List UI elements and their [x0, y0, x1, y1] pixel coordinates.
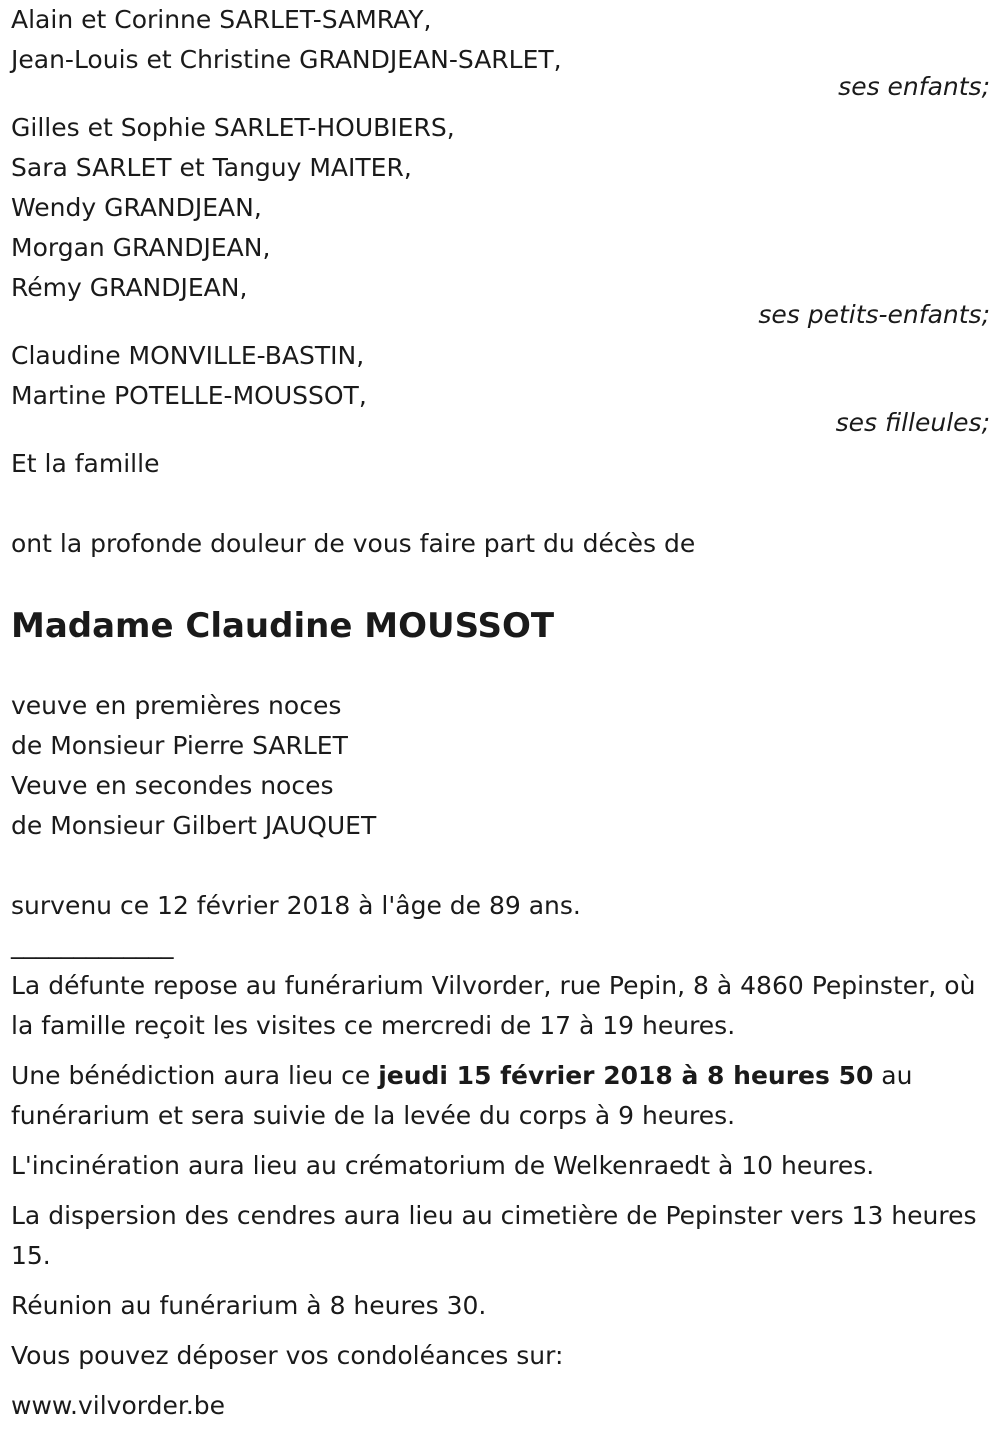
goddaughter-name: Claudine MONVILLE-BASTIN, [11, 341, 365, 370]
children-group [11, 0, 990, 101]
blessing-post: au funérarium et sera suivie de la levée du corps à 9 heures. [11, 1061, 913, 1130]
grandchild-name: Sara SARLET et Tanguy MAITER, [11, 153, 412, 182]
marital-line: de Monsieur Pierre SARLET [11, 731, 348, 760]
blessing-paragraph [11, 1056, 990, 1136]
grandchildren-role: ses petits-enfants; [758, 300, 990, 329]
grandchild-name: Gilles et Sophie SARLET-HOUBIERS, [11, 113, 455, 142]
family-line: Et la famille [11, 449, 160, 478]
condolences-paragraph: Vous pouvez déposer vos condoléances sur: [11, 1341, 564, 1370]
goddaughters-role: ses filleules; [835, 408, 990, 437]
marital-line: de Monsieur Gilbert JAUQUET [11, 811, 377, 840]
goddaughter-name: Martine POTELLE-MOUSSOT, [11, 381, 367, 410]
marital-line: Veuve en secondes noces [11, 771, 334, 800]
child-name: Alain et Corinne SARLET-SAMRAY, [11, 5, 432, 34]
meeting-paragraph: Réunion au funérarium à 8 heures 30. [11, 1291, 487, 1320]
marital-status [11, 686, 990, 846]
blessing-pre: Une bénédiction aura lieu ce [11, 1061, 379, 1090]
cremation-paragraph: L'incinération aura lieu au crématorium de Welkenraedt à 10 heures. [11, 1151, 875, 1180]
goddaughters-group [11, 336, 990, 437]
deceased-name: Madame Claudine MOUSSOT [11, 606, 555, 646]
website-link[interactable]: www.vilvorder.be [11, 1391, 226, 1420]
death-date-line: survenu ce 12 février 2018 à l'âge de 89 ans. [11, 891, 581, 920]
grandchildren-group [11, 108, 990, 329]
grandchild-name: Wendy GRANDJEAN, [11, 193, 262, 222]
marital-line: veuve en premières noces [11, 691, 342, 720]
separator-line: _____________ [11, 930, 174, 959]
grandchild-name: Rémy GRANDJEAN, [11, 273, 248, 302]
child-name: Jean-Louis et Christine GRANDJEAN-SARLET, [11, 45, 562, 74]
children-role: ses enfants; [838, 72, 990, 101]
dispersion-paragraph: La dispersion des cendres aura lieu au cimetière de Pepinster vers 13 heures 15. [11, 1201, 977, 1270]
blessing-date: jeudi 15 février 2018 à 8 heures 50 [378, 1061, 874, 1090]
announcement-text: ont la profonde douleur de vous faire part du décès de [11, 529, 696, 558]
rest-paragraph: La défunte repose au funérarium Vilvorder, rue Pepin, 8 à 4860 Pepinster, où la famille reçoit les visites ce mercredi de 17 à 19 heures. [11, 971, 976, 1040]
grandchild-name: Morgan GRANDJEAN, [11, 233, 271, 262]
